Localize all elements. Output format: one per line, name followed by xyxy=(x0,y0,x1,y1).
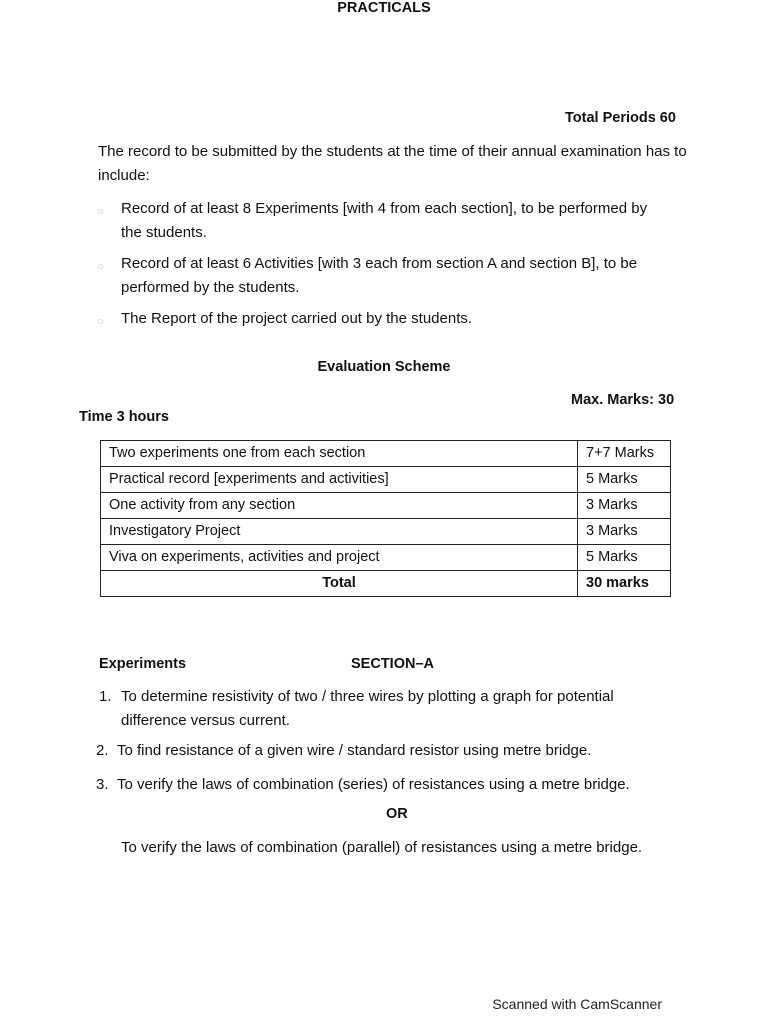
page-title: PRACTICALS xyxy=(337,0,431,16)
table-cell-item: Practical record [experiments and activities] xyxy=(101,467,578,493)
intro-line-1: The record to be submitted by the students at the time of their annual examination has to xyxy=(98,143,687,160)
table-cell-marks: 5 Marks xyxy=(578,467,671,493)
experiments-label: Experiments xyxy=(99,656,187,672)
list-item-number: 1. xyxy=(99,688,112,705)
intro-line-2: include: xyxy=(98,167,150,184)
bullet-icon: ◌ xyxy=(98,261,104,271)
list-item: Record of at least 6 Activities [with 3 each from section A and section B], to be xyxy=(121,255,638,272)
table-cell-marks: 5 Marks xyxy=(578,545,671,571)
total-periods: Total Periods 60 xyxy=(565,110,676,126)
list-item-number: 2. xyxy=(96,742,109,759)
list-item: The Report of the project carried out by the students. xyxy=(121,310,473,327)
table-row xyxy=(101,545,671,571)
evaluation-title: Evaluation Scheme xyxy=(317,359,451,375)
table-row xyxy=(101,519,671,545)
alternative-experiment: To verify the laws of combination (parallel) of resistances using a metre bridge. xyxy=(121,839,643,856)
evaluation-table xyxy=(100,440,671,597)
table-total-row xyxy=(101,571,671,597)
table-cell-item: Viva on experiments, activities and project xyxy=(101,545,578,571)
list-item: To verify the laws of combination (series) of resistances using a metre bridge. xyxy=(117,776,630,793)
table-row xyxy=(101,493,671,519)
max-marks: Max. Marks: 30 xyxy=(571,392,675,408)
or-separator: OR xyxy=(386,806,408,822)
time-limit: Time 3 hours xyxy=(79,409,169,425)
table-cell-marks: 3 Marks xyxy=(578,519,671,545)
total-marks: 30 marks xyxy=(578,571,671,597)
list-item-continued: performed by the students. xyxy=(121,279,300,296)
table-cell-item: Two experiments one from each section xyxy=(101,441,578,467)
table-cell-item: One activity from any section xyxy=(101,493,578,519)
bullet-icon: ◌ xyxy=(98,206,104,216)
bullet-icon: ◌ xyxy=(98,316,104,326)
list-item-number: 3. xyxy=(96,776,109,793)
list-item-continued: the students. xyxy=(121,224,207,241)
list-item-continued: difference versus current. xyxy=(121,712,290,729)
table-cell-item: Investigatory Project xyxy=(101,519,578,545)
total-label: Total xyxy=(101,571,578,597)
list-item: Record of at least 8 Experiments [with 4 from each section], to be performed by xyxy=(121,200,648,217)
list-item: To find resistance of a given wire / standard resistor using metre bridge. xyxy=(117,742,592,759)
section-heading: SECTION–A xyxy=(351,656,434,672)
list-item: To determine resistivity of two / three wires by plotting a graph for potential xyxy=(121,688,614,705)
scanner-watermark: Scanned with CamScanner xyxy=(492,996,662,1012)
table-row xyxy=(101,441,671,467)
table-row xyxy=(101,467,671,493)
table-cell-marks: 3 Marks xyxy=(578,493,671,519)
table-cell-marks: 7+7 Marks xyxy=(578,441,671,467)
